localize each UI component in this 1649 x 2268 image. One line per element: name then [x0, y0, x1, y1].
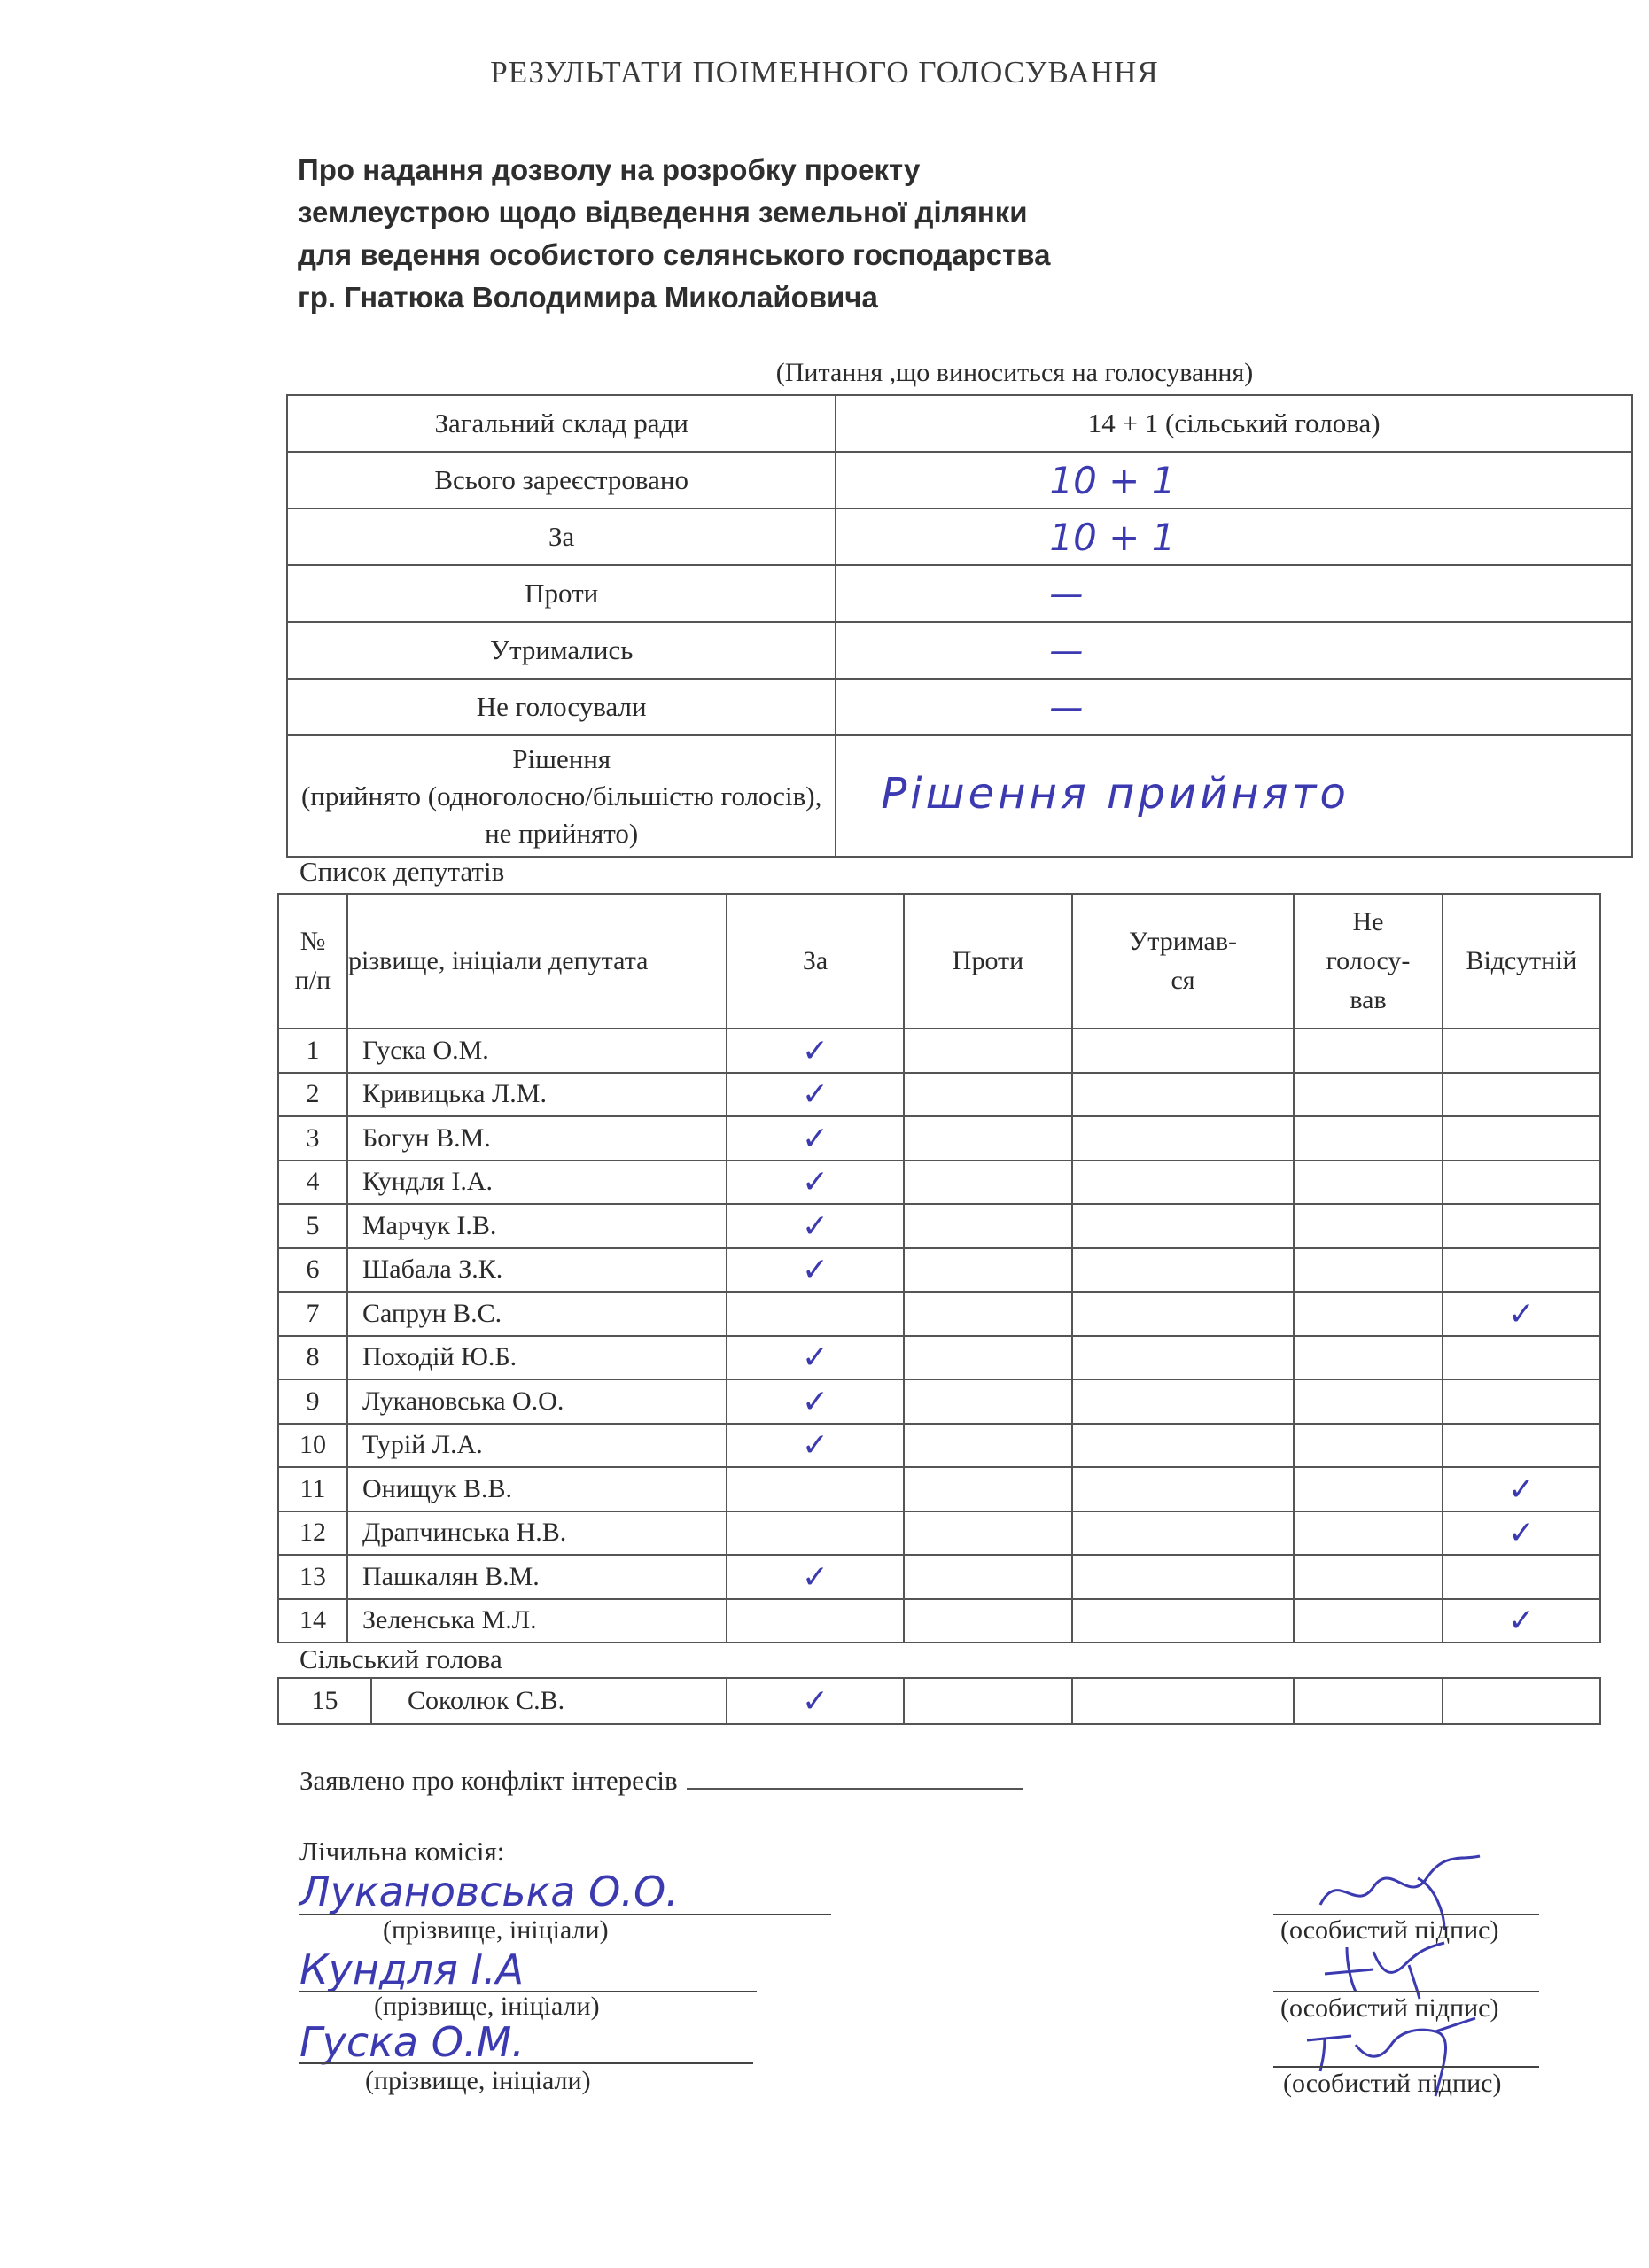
- vote-cell-not-voted: [1294, 1116, 1443, 1161]
- vote-cell-abstained: [1072, 1379, 1294, 1424]
- vote-cell-absent: [1443, 1292, 1600, 1336]
- name-caption: (прізвище, ініціали): [365, 2066, 591, 2095]
- vote-cell-absent: [1443, 1204, 1600, 1248]
- handwritten-value: —: [1049, 687, 1084, 726]
- commission-member-name: Гуска О.М.: [299, 2018, 525, 2066]
- head-vote-not-voted: [1294, 1678, 1443, 1724]
- vote-cell-absent: [1443, 1555, 1600, 1599]
- signature-line: [1273, 1991, 1539, 1992]
- conflict-label: Заявлено про конфлікт інтересів: [299, 1765, 678, 1796]
- handwritten-value: 10 + 1: [1049, 458, 1176, 502]
- header-absent: Відсутній: [1443, 894, 1600, 1029]
- vote-cell-abstained: [1072, 1511, 1294, 1556]
- vote-cell-for: [727, 1292, 904, 1336]
- check-mark-icon: ✓: [1507, 1515, 1536, 1551]
- summary-label: Не голосували: [287, 679, 836, 735]
- vote-cell-against: [904, 1599, 1072, 1643]
- deputy-name: Онищук В.В.: [347, 1467, 727, 1511]
- vote-cell-against: [904, 1248, 1072, 1293]
- decision-row: [287, 735, 1632, 857]
- summary-label: Утримались: [287, 622, 836, 679]
- deputy-row: [278, 1073, 1600, 1117]
- deputy-row: [278, 1336, 1600, 1380]
- vote-cell-against: [904, 1116, 1072, 1161]
- deputies-header-row: [278, 894, 1600, 1029]
- header-not-voted-line: вав: [1350, 985, 1387, 1014]
- head-name: Соколюк С.В.: [371, 1678, 727, 1724]
- vote-cell-for: [727, 1204, 904, 1248]
- vote-cell-against: [904, 1379, 1072, 1424]
- vote-cell-for: [727, 1424, 904, 1468]
- check-mark-icon: ✓: [801, 1164, 829, 1200]
- decision-label-line: Рішення: [512, 742, 611, 774]
- document-title: РЕЗУЛЬТАТИ ПОІМЕННОГО ГОЛОСУВАННЯ: [490, 55, 1159, 89]
- head-vote-abstained: [1072, 1678, 1294, 1724]
- deputy-row: [278, 1467, 1600, 1511]
- header-name: різвище, ініціали депутата: [347, 894, 727, 1029]
- name-line: [299, 2062, 753, 2064]
- vote-cell-not-voted: [1294, 1248, 1443, 1293]
- header-not-voted-line: голосу-: [1326, 946, 1411, 975]
- signature-caption: (особистий підпис): [1280, 1915, 1499, 1945]
- deputy-name: Шабала З.К.: [347, 1248, 727, 1293]
- check-mark-icon: ✓: [1507, 1295, 1536, 1332]
- vote-cell-against: [904, 1073, 1072, 1117]
- check-mark-icon: ✓: [801, 1076, 829, 1113]
- vote-cell-abstained: [1072, 1599, 1294, 1643]
- vote-cell-absent: [1443, 1161, 1600, 1205]
- head-vote-for: [727, 1678, 904, 1724]
- subject-line: для ведення особистого селянського господарства: [298, 238, 1051, 271]
- check-mark-icon: ✓: [801, 1427, 829, 1464]
- vote-cell-for: [727, 1511, 904, 1556]
- deputy-num: 1: [278, 1029, 347, 1073]
- vote-cell-for: [727, 1336, 904, 1380]
- vote-cell-abstained: [1072, 1424, 1294, 1468]
- deputy-num: 4: [278, 1161, 347, 1205]
- vote-cell-absent: [1443, 1599, 1600, 1643]
- vote-cell-not-voted: [1294, 1467, 1443, 1511]
- vote-cell-abstained: [1072, 1073, 1294, 1117]
- deputies-caption: Список депутатів: [299, 856, 505, 887]
- check-mark-icon: ✓: [801, 1252, 829, 1288]
- conflict-blank-line: [687, 1763, 1023, 1790]
- village-head-row: [278, 1678, 1600, 1724]
- deputy-name: Богун В.М.: [347, 1116, 727, 1161]
- summary-label: За: [287, 509, 836, 565]
- subject-line: гр. Гнатюка Володимира Миколайовича: [298, 281, 878, 314]
- signature-caption: (особистий підпис): [1283, 2069, 1502, 2098]
- vote-cell-for: [727, 1029, 904, 1073]
- header-against: Проти: [904, 894, 1072, 1029]
- vote-cell-against: [904, 1511, 1072, 1556]
- vote-cell-absent: [1443, 1379, 1600, 1424]
- counting-commission-caption: Лічильна комісія:: [299, 1836, 505, 1867]
- vote-cell-against: [904, 1555, 1072, 1599]
- commission-member-name: Кундля І.А: [299, 1946, 525, 1993]
- deputy-name: Сапрун В.С.: [347, 1292, 727, 1336]
- conflict-of-interest: [299, 1763, 1023, 1797]
- commission-member-name: Лукановська О.О.: [299, 1868, 679, 1915]
- vote-cell-against: [904, 1029, 1072, 1073]
- handwritten-value: —: [1049, 574, 1084, 613]
- decision-label: [287, 735, 836, 857]
- vote-cell-against: [904, 1292, 1072, 1336]
- village-head-caption: Сільський голова: [299, 1643, 502, 1674]
- head-num: 15: [278, 1678, 371, 1724]
- deputy-row: [278, 1029, 1600, 1073]
- vote-cell-absent: [1443, 1073, 1600, 1117]
- decision-label-line: (прийнято (одноголосно/більшістю голосів),: [300, 780, 822, 812]
- deputy-row: [278, 1379, 1600, 1424]
- header-not-voted: [1294, 894, 1443, 1029]
- deputy-name: Турій Л.А.: [347, 1424, 727, 1468]
- vote-cell-not-voted: [1294, 1161, 1443, 1205]
- check-mark-icon: ✓: [801, 1032, 829, 1068]
- deputy-name: Лукановська О.О.: [347, 1379, 727, 1424]
- deputy-num: 13: [278, 1555, 347, 1599]
- deputy-num: 3: [278, 1116, 347, 1161]
- header-for: За: [727, 894, 904, 1029]
- summary-row: [287, 452, 1632, 509]
- deputy-num: 6: [278, 1248, 347, 1293]
- vote-cell-not-voted: [1294, 1599, 1443, 1643]
- decision-value: [836, 735, 1632, 857]
- subject-line: землеустрою щодо відведення земельної ділянки: [298, 196, 1028, 229]
- vote-cell-not-voted: [1294, 1555, 1443, 1599]
- deputy-num: 7: [278, 1292, 347, 1336]
- vote-cell-abstained: [1072, 1467, 1294, 1511]
- check-mark-icon: ✓: [801, 1683, 829, 1719]
- deputy-name: Гуска О.М.: [347, 1029, 727, 1073]
- summary-table: [286, 394, 1633, 858]
- header-num-line: п/п: [294, 966, 331, 995]
- vote-cell-not-voted: [1294, 1424, 1443, 1468]
- check-mark-icon: ✓: [801, 1340, 829, 1376]
- check-mark-icon: ✓: [1507, 1471, 1536, 1507]
- vote-cell-for: [727, 1248, 904, 1293]
- vote-cell-not-voted: [1294, 1029, 1443, 1073]
- deputy-row: [278, 1555, 1600, 1599]
- vote-cell-not-voted: [1294, 1073, 1443, 1117]
- vote-cell-abstained: [1072, 1336, 1294, 1380]
- vote-cell-for: [727, 1467, 904, 1511]
- vote-cell-abstained: [1072, 1292, 1294, 1336]
- vote-cell-not-voted: [1294, 1292, 1443, 1336]
- vote-cell-not-voted: [1294, 1336, 1443, 1380]
- deputy-num: 8: [278, 1336, 347, 1380]
- vote-cell-abstained: [1072, 1555, 1294, 1599]
- signature-line: [1273, 2066, 1539, 2068]
- vote-cell-for: [727, 1073, 904, 1117]
- deputy-name: Драпчинська Н.В.: [347, 1511, 727, 1556]
- summary-value: [836, 565, 1632, 622]
- deputies-table: [277, 893, 1601, 1643]
- name-caption: (прізвище, ініціали): [374, 1992, 600, 2021]
- deputy-name: Марчук І.В.: [347, 1204, 727, 1248]
- question-caption: (Питання ,що виноситься на голосування): [775, 358, 1254, 387]
- vote-cell-against: [904, 1161, 1072, 1205]
- summary-row: [287, 565, 1632, 622]
- subject-line: Про надання дозволу на розробку проекту: [298, 153, 921, 186]
- deputy-name: Кундля І.А.: [347, 1161, 727, 1205]
- deputy-row: [278, 1424, 1600, 1468]
- summary-value: [836, 509, 1632, 565]
- question-subject: [298, 149, 1361, 319]
- deputy-name: Пашкалян В.М.: [347, 1555, 727, 1599]
- deputy-row: [278, 1116, 1600, 1161]
- deputy-num: 2: [278, 1073, 347, 1117]
- summary-value: 14 + 1 (сільський голова): [836, 395, 1632, 452]
- vote-cell-against: [904, 1336, 1072, 1380]
- vote-cell-absent: [1443, 1511, 1600, 1556]
- vote-cell-abstained: [1072, 1161, 1294, 1205]
- check-mark-icon: ✓: [801, 1208, 829, 1244]
- vote-cell-not-voted: [1294, 1511, 1443, 1556]
- deputy-row: [278, 1599, 1600, 1643]
- summary-value: [836, 679, 1632, 735]
- signature-caption: (особистий підпис): [1280, 1993, 1499, 2023]
- vote-cell-against: [904, 1467, 1072, 1511]
- handwritten-value: —: [1049, 631, 1084, 670]
- summary-value: [836, 452, 1632, 509]
- vote-cell-abstained: [1072, 1116, 1294, 1161]
- summary-label: Всього зареєстровано: [287, 452, 836, 509]
- head-vote-absent: [1443, 1678, 1600, 1724]
- vote-cell-absent: [1443, 1029, 1600, 1073]
- vote-cell-not-voted: [1294, 1204, 1443, 1248]
- deputy-num: 12: [278, 1511, 347, 1556]
- vote-cell-for: [727, 1599, 904, 1643]
- summary-row: [287, 679, 1632, 735]
- check-mark-icon: ✓: [801, 1558, 829, 1595]
- summary-label: Проти: [287, 565, 836, 622]
- deputy-row: [278, 1248, 1600, 1293]
- handwritten-value: 10 + 1: [1049, 515, 1176, 559]
- header-not-voted-line: Не: [1352, 907, 1384, 936]
- vote-cell-for: [727, 1379, 904, 1424]
- deputy-row: [278, 1204, 1600, 1248]
- header-num-line: №: [299, 927, 326, 956]
- header-abstained: [1072, 894, 1294, 1029]
- handwritten-decision: Рішення прийнято: [881, 768, 1350, 819]
- vote-cell-against: [904, 1424, 1072, 1468]
- vote-cell-for: [727, 1161, 904, 1205]
- summary-row: [287, 622, 1632, 679]
- check-mark-icon: ✓: [801, 1383, 829, 1419]
- vote-cell-not-voted: [1294, 1379, 1443, 1424]
- vote-cell-against: [904, 1204, 1072, 1248]
- deputy-num: 10: [278, 1424, 347, 1468]
- vote-cell-absent: [1443, 1248, 1600, 1293]
- head-vote-against: [904, 1678, 1072, 1724]
- deputy-name: Зеленська М.Л.: [347, 1599, 727, 1643]
- deputy-num: 5: [278, 1204, 347, 1248]
- vote-cell-abstained: [1072, 1248, 1294, 1293]
- summary-value: [836, 622, 1632, 679]
- village-head-table: [277, 1677, 1601, 1725]
- check-mark-icon: ✓: [801, 1120, 829, 1156]
- deputy-row: [278, 1292, 1600, 1336]
- check-mark-icon: ✓: [1507, 1603, 1536, 1639]
- deputy-row: [278, 1511, 1600, 1556]
- deputies-body: [278, 1029, 1600, 1643]
- vote-cell-for: [727, 1555, 904, 1599]
- deputy-num: 14: [278, 1599, 347, 1643]
- summary-label: Загальний склад ради: [287, 395, 836, 452]
- deputy-name: Походій Ю.Б.: [347, 1336, 727, 1380]
- deputy-num: 11: [278, 1467, 347, 1511]
- vote-cell-absent: [1443, 1336, 1600, 1380]
- vote-cell-absent: [1443, 1116, 1600, 1161]
- name-caption: (прізвище, ініціали): [383, 1915, 609, 1945]
- summary-row: [287, 509, 1632, 565]
- deputy-num: 9: [278, 1379, 347, 1424]
- decision-label-line: не прийнято): [485, 817, 639, 849]
- header-abstained-line: Утримав-: [1128, 927, 1238, 956]
- header-num: [278, 894, 347, 1029]
- vote-cell-absent: [1443, 1467, 1600, 1511]
- vote-cell-abstained: [1072, 1204, 1294, 1248]
- header-abstained-line: ся: [1171, 966, 1195, 995]
- deputy-name: Кривицька Л.М.: [347, 1073, 727, 1117]
- vote-cell-absent: [1443, 1424, 1600, 1468]
- deputy-row: [278, 1161, 1600, 1205]
- summary-row: [287, 395, 1632, 452]
- vote-cell-abstained: [1072, 1029, 1294, 1073]
- vote-cell-for: [727, 1116, 904, 1161]
